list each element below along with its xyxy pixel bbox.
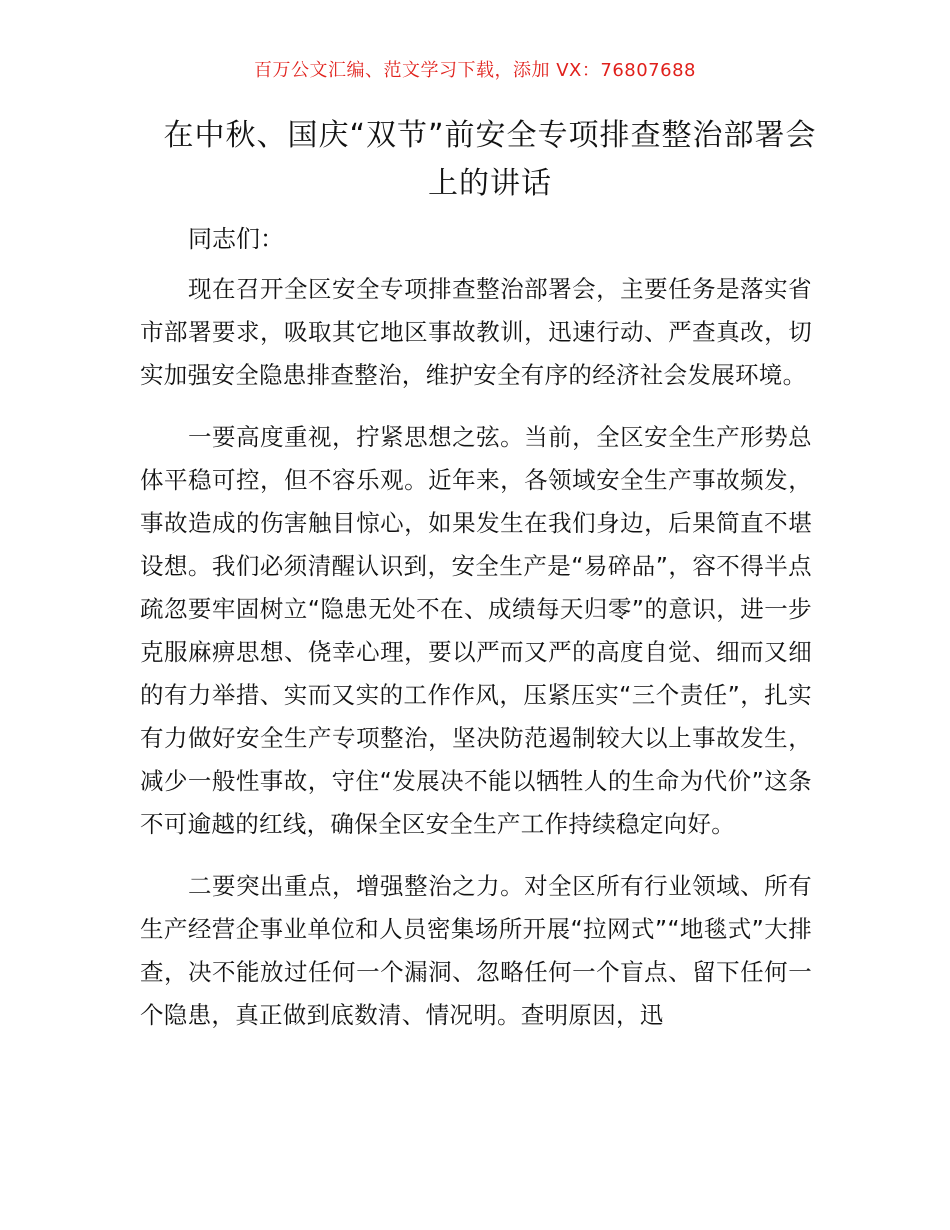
watermark-banner: 百万公文汇编、范文学习下载，添加 VX：76807688 — [254, 60, 696, 81]
paragraph-point-one: 一要高度重视，拧紧思想之弦。当前，全区安全生产形势总体平稳可控，但不容乐观。近年来，各领域安全生产事故频发，事故造成的伤害触目惊心，如果发生在我们身边，后果简直不堪设想。我们必须清醒认识到，安全生产是“易碎品”，容不得半点疏忽要牢固树立“隐患无处不在、成绩每天归零”的意识，进一步克服麻痹思想、侥幸心理，要以严而又严的高度自觉、细而又细的有力举措、实而又实的工作作风，压紧压实“三个责任”，扎实有力做好安全生产专项整治，坚决防范遏制较大以上事故发生，减少一般性事故，守住“发展决不能以牺牲人的生命为代价”这条不可逾越的红线，确保全区安全生产工作持续稳定向好。 — [140, 423, 812, 838]
paragraph-intro: 现在召开全区安全专项排查整治部署会，主要任务是落实省市部署要求，吸取其它地区事故教训，迅速行动、严查真改，切实加强安全隐患排查整治，维护安全有序的经济社会发展环境。 — [140, 275, 812, 389]
greeting: 同志们： — [188, 225, 284, 253]
paragraph-point-two: 二要突出重点，增强整治之力。对全区所有行业领域、所有生产经营企事业单位和人员密集场所开展“拉网式”“地毯式”大排查，决不能放过任何一个漏洞、忽略任何一个盲点、留下任何一个隐患，真正做到底数清、情况明。查明原因，迅 — [140, 872, 812, 1029]
page-title: 在中秋、国庆“双节”前安全专项排查整治部署会上的讲话 — [163, 118, 817, 201]
body-text — [140, 268, 812, 1056]
